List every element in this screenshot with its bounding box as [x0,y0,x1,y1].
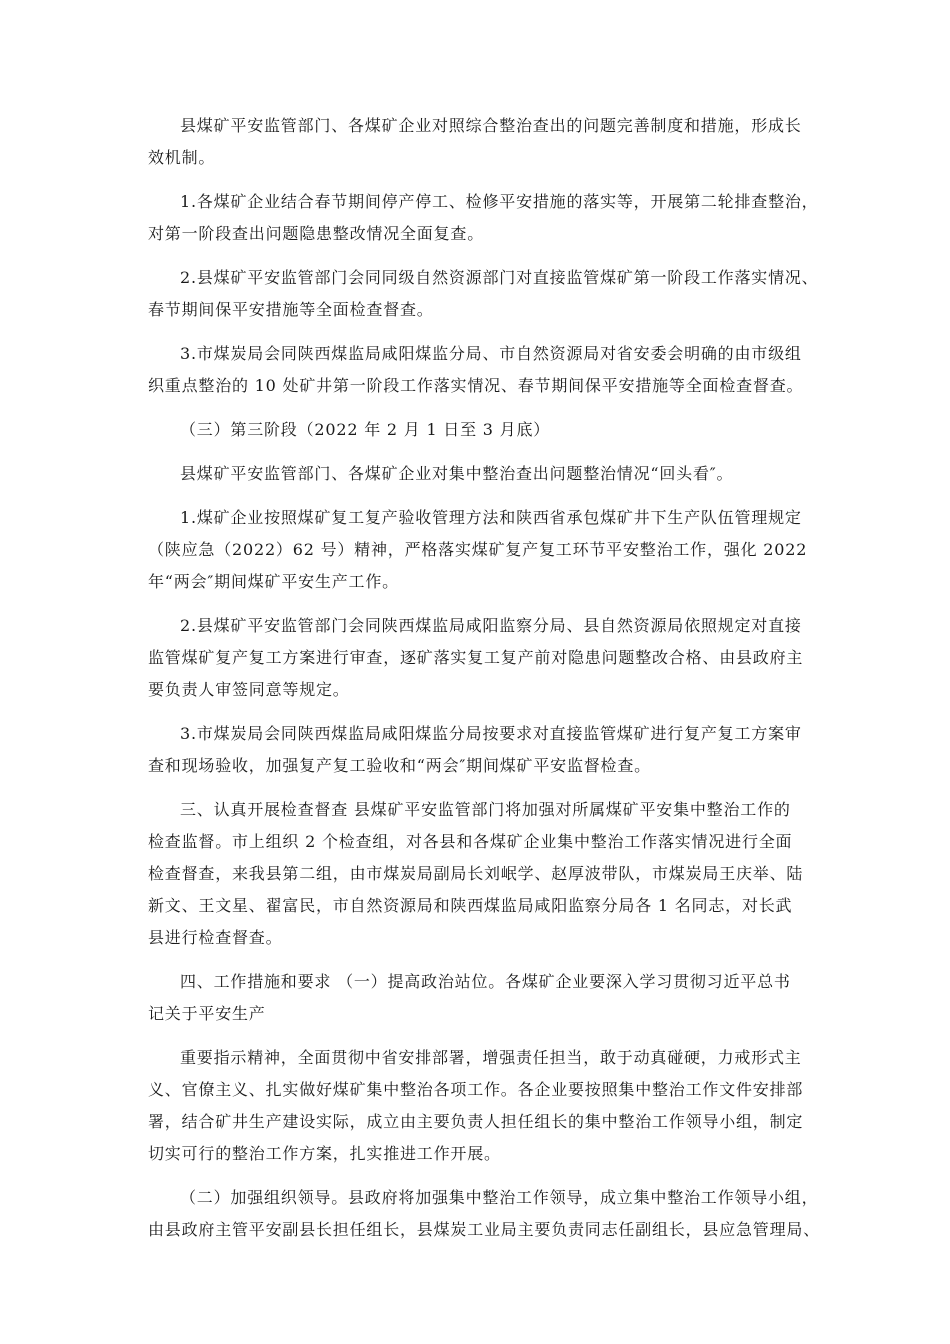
text-line: 检查督查，来我县第二组，由市煤炭局副局长刘岷学、赵厚波带队，市煤炭局王庆举、陆 [148,864,804,883]
paragraph [148,414,828,446]
paragraph [148,502,828,598]
text-line: 查和现场验收，加强复产复工验收和“两会″期间煤矿平安监督检查。 [148,756,651,775]
paragraph [148,1042,828,1170]
text-line: 2.县煤矿平安监管部门会同陕西煤监局咸阳监察分局、县自然资源局依照规定对直接 [180,616,802,635]
paragraph [148,110,828,174]
text-line: 署，结合矿井生产建设实际，成立由主要负责人担任组长的集中整治工作领导小组，制定 [148,1112,804,1131]
paragraph [148,718,828,782]
paragraph [148,186,828,250]
paragraph [148,794,828,954]
paragraph [148,610,828,706]
text-line: 监管煤矿复产复工方案进行审查，逐矿落实复工复产前对隐患问题整改合格、由县政府主 [148,648,804,667]
text-line: 切实可行的整治工作方案，扎实推进工作开展。 [148,1144,501,1163]
text-line: 2.县煤矿平安监管部门会同同级自然资源部门对直接监管煤矿第一阶段工作落实情况、 [180,268,819,287]
paragraph [148,966,828,1030]
text-line: 春节期间保平安措施等全面检查督查。 [148,300,434,319]
paragraph [148,458,828,490]
text-line: 3.市煤炭局会同陕西煤监局咸阳煤监分局、市自然资源局对省安委会明确的由市级组 [180,344,802,363]
text-line: 1.煤矿企业按照煤矿复工复产验收管理方法和陕西省承包煤矿井下生产队伍管理规定 [180,508,802,527]
text-line: 重要指示精神，全面贯彻中省安排部署，增强责任担当，敢于动真碰硬，力戒形式主 [180,1048,802,1067]
text-line: 年“两会″期间煤矿平安生产工作。 [148,572,399,591]
text-line: 检查监督。市上组织 2 个检查组，对各县和各煤矿企业集中整治工作落实情况进行全面 [148,832,793,851]
text-line: 义、官僚主义、扎实做好煤矿集中整治各项工作。各企业要按照集中整治工作文件安排部 [148,1080,804,1099]
text-line: 记关于平安生产 [148,1004,266,1023]
text-line: 1.各煤矿企业结合春节期间停产停工、检修平安措施的落实等，开展第二轮排查整治， [180,192,819,211]
text-line: 四、工作措施和要求 （一）提高政治站位。各煤矿企业要深入学习贯彻习近平总书 [180,972,791,991]
text-line: （三）第三阶段（2022 年 2 月 1 日至 3 月底） [180,420,551,439]
text-line: 效机制。 [148,148,216,167]
text-line: 县进行检查督查。 [148,928,283,947]
text-line: 县煤矿平安监管部门、各煤矿企业对集中整治查出问题整治情况“回头看″。 [180,464,734,483]
text-line: （陕应急（2022）62 号）精神，严格落实煤矿复产复工环节平安整治工作，强化 2022 [148,540,808,559]
text-line: （二）加强组织领导。县政府将加强集中整治工作领导，成立集中整治工作领导小组， [180,1188,819,1207]
text-line: 要负责人审签同意等规定。 [148,680,350,699]
text-line: 对第一阶段查出问题隐患整改情况全面复查。 [148,224,485,243]
text-line: 3.市煤炭局会同陕西煤监局咸阳煤监分局按要求对直接监管煤矿进行复产复工方案审 [180,724,802,743]
paragraph [148,1182,828,1246]
text-line: 新文、王文星、翟富民，市自然资源局和陕西煤监局咸阳监察分局各 1 名同志，对长武 [148,896,793,915]
document-body [148,110,828,1258]
text-line: 三、认真开展检查督查 县煤矿平安监管部门将加强对所属煤矿平安集中整治工作的 [180,800,791,819]
paragraph [148,262,828,326]
paragraph [148,338,828,402]
text-line: 由县政府主管平安副县长担任组长，县煤炭工业局主要负责同志任副组长，县应急管理局、 [148,1220,821,1239]
text-line: 织重点整治的 10 处矿井第一阶段工作落实情况、春节期间保平安措施等全面检查督查。 [148,376,804,395]
text-line: 县煤矿平安监管部门、各煤矿企业对照综合整治查出的问题完善制度和措施，形成长 [180,116,802,135]
